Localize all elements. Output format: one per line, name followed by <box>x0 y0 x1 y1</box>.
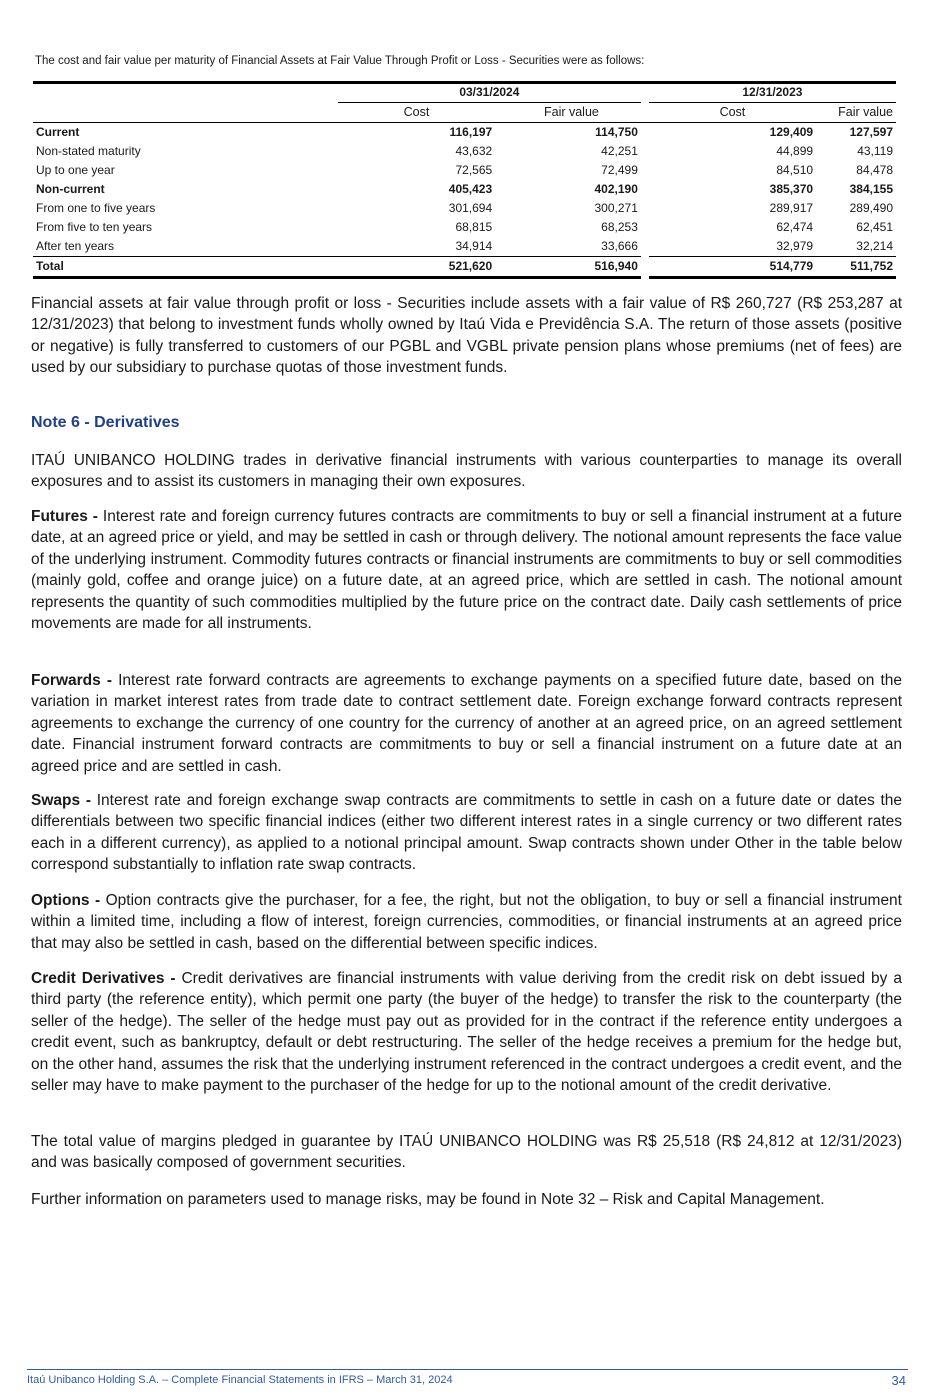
row-label: Up to one year <box>36 163 115 177</box>
table-group-header <box>33 83 896 103</box>
cell-cost-2024: 301,694 <box>448 201 493 215</box>
futures-text: Interest rate and foreign currency futures contracts are commitments to buy or sell a financial instrument at a future date, at an agreed price or yield, and may be settled in cash or through delivery. The notional amount represents the face value of the underlying instrument. Commodity futures contracts or financial instruments are commitments to buy or sell commodities (mainly gold, coffee and orange juice) on a future date, at an agreed price, which are settled in cash. The notional amount represents the quantity of such commodities multiplied by the future price on the contract date. Daily cash settlements of price movements are made for all instruments. <box>31 508 903 633</box>
cell-cost-2023: 84,510 <box>776 163 814 177</box>
note-6-heading: Note 6 - Derivatives <box>31 414 180 431</box>
col-fair-2023: Fair value <box>816 103 896 123</box>
cell-fair-2024: 516,940 <box>495 257 641 278</box>
row-label: Current <box>36 125 80 139</box>
swaps-text: Interest rate and foreign exchange swap contracts are commitments to settle in cash on a future date or dates the differentials between two specific financial indices (either two different interest rates in a single currency or two different rates each in a different currency), as applied to a notional principal amount. Swap contracts shown under Other in the table below correspond substantially to inflation rate swap contracts. <box>31 792 902 874</box>
row-label: Non-stated maturity <box>36 144 141 158</box>
forwards-label: Forwards - <box>31 672 113 689</box>
cell-fair-2023: 62,451 <box>856 220 893 234</box>
cell-fair-2023: 511,752 <box>816 257 896 278</box>
table-column-header <box>33 103 896 123</box>
cell-fair-2024: 33,666 <box>601 239 638 253</box>
col-fair-2024: Fair value <box>495 103 641 123</box>
col-cost-2023: Cost <box>649 103 816 123</box>
cell-fair-2023: 384,155 <box>849 182 893 196</box>
futures-label: Futures - <box>31 508 98 525</box>
cell-cost-2023: 289,917 <box>769 201 814 215</box>
paragraph-margins: The total value of margins pledged in guarantee by ITAÚ UNIBANCO HOLDING was R$ 25,518 (R$ 24,812 at 12/31/2023) and was basically composed of government securities. <box>31 1133 902 1172</box>
group-header-2023: 12/31/2023 <box>649 83 896 103</box>
swaps-label: Swaps - <box>31 792 92 809</box>
col-cost-2024: Cost <box>338 103 495 123</box>
credit-derivatives-label: Credit Derivatives - <box>31 970 176 987</box>
row-label: Non-current <box>36 182 105 196</box>
cell-cost-2023: 44,899 <box>776 144 814 158</box>
cell-fair-2024: 42,251 <box>601 144 638 158</box>
table-row <box>33 161 896 180</box>
page-number: 34 <box>891 1373 906 1388</box>
cell-cost-2023: 514,779 <box>649 257 816 278</box>
cell-fair-2023: 84,478 <box>856 163 893 177</box>
table-row <box>33 123 896 143</box>
cell-fair-2023: 127,597 <box>849 125 893 139</box>
table-row <box>33 142 896 161</box>
options-text: Option contracts give the purchaser, for a fee, the right, but not the obligation, to buy or sell a financial instrument within a limited time, including a flow of interest, foreign currencies, commodities, or financial instruments at an agreed price that may also be settled in cash, based on the differential between specific indices. <box>31 892 902 952</box>
cell-cost-2024: 72,565 <box>455 163 493 177</box>
cell-cost-2024: 43,632 <box>455 144 493 158</box>
cell-fair-2024: 72,499 <box>601 163 638 177</box>
cell-fair-2024: 402,190 <box>594 182 638 196</box>
cell-fair-2023: 32,214 <box>856 239 893 253</box>
cell-cost-2023: 385,370 <box>769 182 814 196</box>
maturity-table <box>33 83 896 279</box>
cell-cost-2023: 129,409 <box>769 125 814 139</box>
table-row <box>33 180 896 199</box>
cell-cost-2023: 32,979 <box>776 239 814 253</box>
options-label: Options - <box>31 892 101 909</box>
table-intro: The cost and fair value per maturity of Financial Assets at Fair Value Through Profit or Loss - Securities were as follows: <box>35 55 645 67</box>
footer-document-title: Itaú Unibanco Holding S.A. – Complete Financial Statements in IFRS – March 31, 2024 <box>27 1374 453 1386</box>
table-total-row <box>33 257 896 278</box>
cell-fair-2024: 300,271 <box>594 201 638 215</box>
cell-cost-2024: 68,815 <box>455 220 493 234</box>
credit-derivatives-text: Credit derivatives are financial instruments with value deriving from the credit risk on debt issued by a third party (the reference entity), which permit one party (the buyer of the hedge) to transfer the risk to the counterparty (the seller of the hedge). The seller of the hedge must pay out as provided for in the contract if the reference entity undergoes a credit event, such as bankruptcy, default or debt restructuring. The seller of the hedge receives a premium for the hedge but, on the other hand, assumes the risk that the underlying instrument referenced in the contract undergoes a credit event, and the seller may have to make payment to the purchaser of the hedge for up to the notional amount of the credit derivative. <box>31 970 902 1095</box>
paragraph-futures <box>31 506 902 634</box>
paragraph-swaps <box>31 790 902 876</box>
group-header-2024: 03/31/2024 <box>338 83 641 103</box>
cell-fair-2023: 43,119 <box>857 144 893 158</box>
forwards-text: Interest rate forward contracts are agreements to exchange payments on a specified future date, based on the variation in market interest rates from trade date to contract settlement date. Foreign exchange forward contracts represent agreements to exchange the currency of one country for the currency of another at an agreed price, on an agreed settlement date. Financial instrument forward contracts are commitments to buy or sell a financial instrument on a future date at an agreed price and are settled in cash. <box>31 672 903 775</box>
paragraph-options <box>31 890 902 954</box>
paragraph-derivatives-intro: ITAÚ UNIBANCO HOLDING trades in derivative financial instruments with various counterparties to manage its overall exposures and to assist its customers in managing their own exposures. <box>31 452 902 491</box>
cell-cost-2023: 62,474 <box>776 220 814 234</box>
cell-cost-2024: 405,423 <box>448 182 493 196</box>
cell-fair-2024: 114,750 <box>595 125 638 139</box>
paragraph-investment-funds: Financial assets at fair value through profit or loss - Securities include assets with a fair value of R$ 260,727 (R$ 253,287 at 12/31/2023) that belong to investment funds wholly owned by Itaú Vida e Previdência S.A. The return of those assets (positive or negative) is fully transferred to customers of our PGBL and VGBL private pension plans whose premiums (net of fees) are used by our subsidiary to purchase quotas of those investment funds. <box>31 295 902 377</box>
row-label: After ten years <box>36 239 115 253</box>
paragraph-credit-derivatives <box>31 968 902 1096</box>
table-row <box>33 199 896 218</box>
cell-fair-2023: 289,490 <box>849 201 893 215</box>
paragraph-further-info: Further information on parameters used to manage risks, may be found in Note 32 – Risk and Capital Management. <box>31 1191 825 1208</box>
row-label: Total <box>33 257 338 278</box>
cell-cost-2024: 34,914 <box>455 239 493 253</box>
table-row <box>33 237 896 257</box>
paragraph-forwards <box>31 670 902 777</box>
row-label: From five to ten years <box>36 220 153 234</box>
footer-rule <box>27 1369 908 1370</box>
cell-cost-2024: 116,197 <box>449 125 493 139</box>
cell-cost-2024: 521,620 <box>338 257 495 278</box>
row-label: From one to five years <box>36 201 156 215</box>
table-row <box>33 218 896 237</box>
cell-fair-2024: 68,253 <box>601 220 638 234</box>
